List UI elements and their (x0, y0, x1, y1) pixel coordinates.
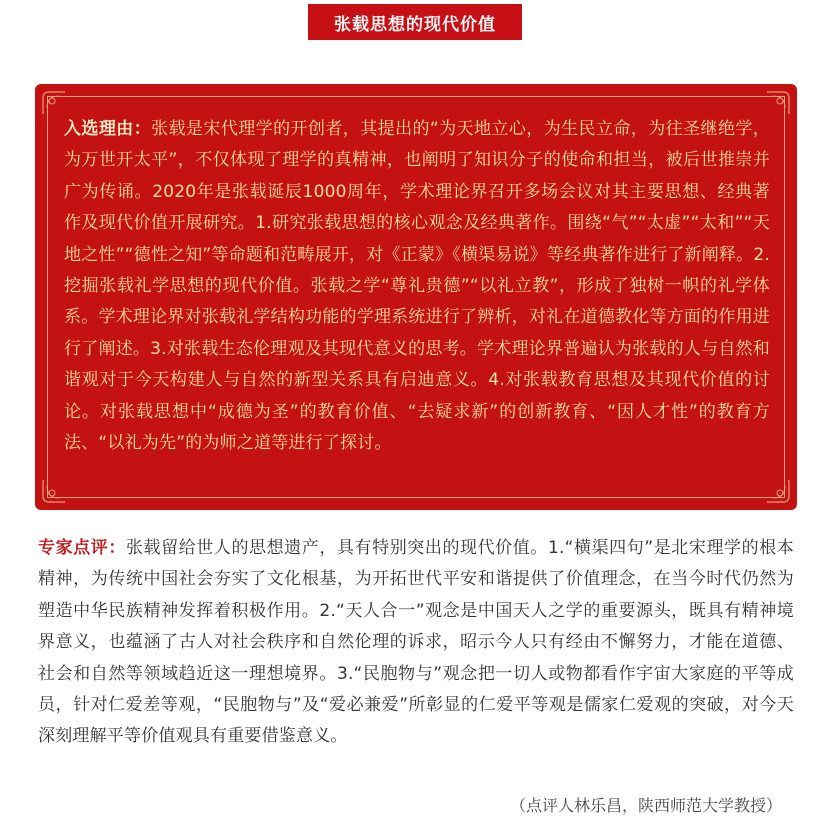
corner-ornament-icon (41, 90, 67, 116)
expert-review-label: 专家点评： (38, 538, 126, 558)
reviewer-signature: （点评人林乐昌，陕西师范大学教授） (509, 796, 782, 815)
selection-reason-panel (35, 84, 797, 510)
expert-review-body: 张载留给世人的思想遗产，具有特别突出的现代价值。1.“横渠四句”是北宋理学的根本精神，为传统中国社会夯实了文化根基，为开拓世代平安和谐提供了价值理念，在当今时代仍然为塑造中华民族精神发挥着积极作用。2.“天人合一”观念是中国天人之学的重要源头，既具有精神境界意义，也蕴涵了古人对社会秩序和自然伦理的诉求，昭示今人只有经由不懈努力，才能在道德、社会和自然等领域趋近这一理想境界。3.“民胞物与”观念把一切人或物都看作宇宙大家庭的平等成员，针对仁爱差等观，“民胞物与”及“爱必兼爱”所彰显的仁爱平等观是儒家仁爱观的突破，对今天深刻理解平等价值观具有重要借鉴意义。 (38, 538, 795, 747)
corner-ornament-icon (765, 90, 791, 116)
selection-reason-label: 入选理由： (64, 119, 152, 139)
corner-ornament-icon (765, 478, 791, 504)
expert-review-paragraph (38, 533, 794, 753)
corner-ornament-icon (41, 478, 67, 504)
selection-reason-paragraph (64, 114, 770, 459)
selection-reason-body: 张载是宋代理学的开创者，其提出的“为天地立心，为生民立命，为往圣继绝学，为万世开太平”，不仅体现了理学的真精神，也阐明了知识分子的使命和担当，被后世推崇并广为传诵。2020年是张载诞辰1000周年，学术理论界召开多场会议对其主要思想、经典著作及现代价值开展研究。1.研究张载思想的核心观念及经典著作。围绕“气”“太虚”“太和”“天地之性”“德性之知”等命题和范畴展开，对《正蒙》《横渠易说》等经典著作进行了新阐释。2.挖掘张载礼学思想的现代价值。张载之学“尊礼贵德”“以礼立教”，形成了独树一帜的礼学体系。学术理论界对张载礼学结构功能的学理系统进行了辨析，对礼在道德教化等方面的作用进行了阐述。3.对张载生态伦理观及其现代意义的思考。学术理论界普遍认为张载的人与自然和谐观对于今天构建人与自然的新型关系具有启迪意义。4.对张载教育思想及其现代价值的讨论。对张载思想中“成德为圣”的教育价值、“去疑求新”的创新教育、“因人才性”的教育方法、“以礼为先”的为师之道等进行了探讨。 (64, 119, 770, 454)
page-title: 张载思想的现代价值 (308, 4, 522, 40)
